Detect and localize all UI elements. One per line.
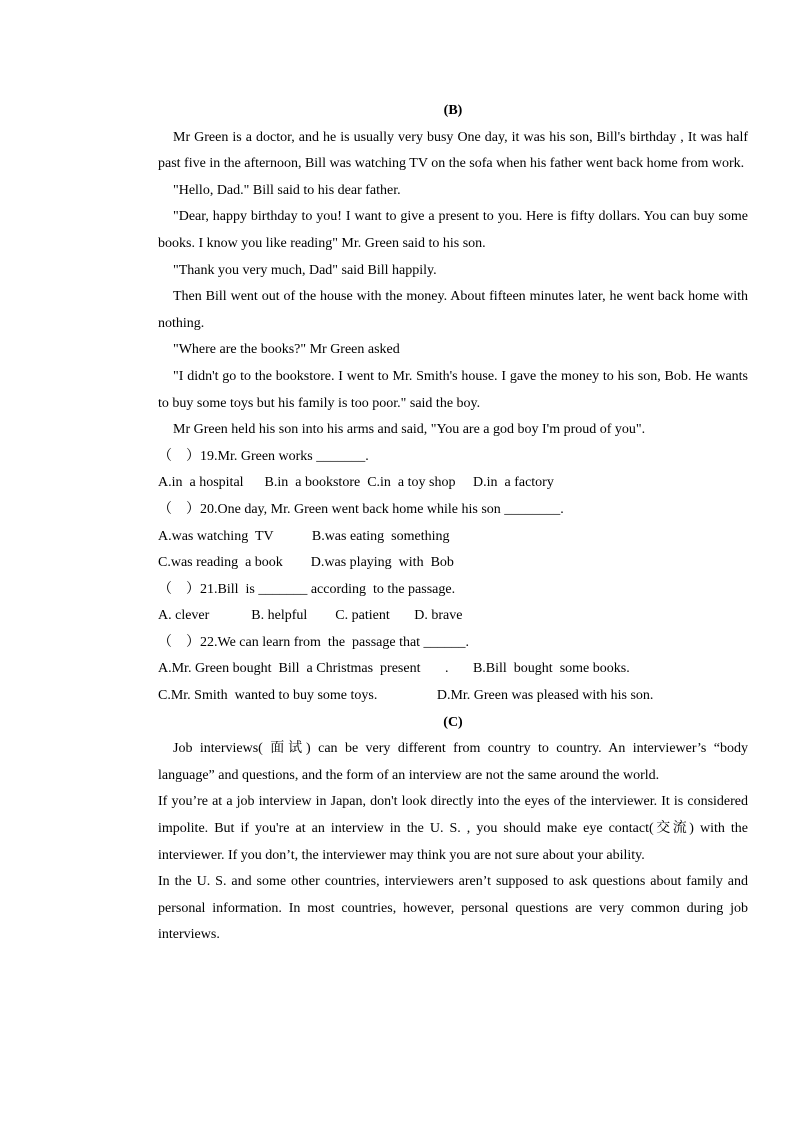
- passage-b-paragraph: Then Bill went out of the house with the money. About fifteen minutes later, he went back home with nothing.: [158, 289, 748, 331]
- passage-b-paragraph: "I didn't go to the bookstore. I went to Mr. Smith's house. I gave the money to his son, Bob. He wants to buy some toys but his family is too poor." said the boy.: [158, 368, 748, 411]
- passage-b-paragraph: Mr Green held his son into his arms and said, "You are a god boy I'm proud of you".: [173, 422, 646, 438]
- document-page: [158, 98, 748, 949]
- question-19-stem: （ ）19.Mr. Green works _______.: [158, 448, 369, 464]
- question-19-options: A.in a hospital B.in a bookstore C.in a toy shop D.in a factory: [158, 475, 554, 491]
- passage-b-paragraph: "Hello, Dad." Bill said to his dear father.: [173, 182, 401, 198]
- section-b-title: (B): [443, 103, 463, 118]
- question-22-options-row-2: C.Mr. Smith wanted to buy some toys. D.Mr. Green was pleased with his son.: [158, 688, 654, 704]
- passage-b-paragraph: "Thank you very much, Dad" said Bill happily.: [173, 262, 437, 278]
- passage-c-paragraph: If you’re at a job interview in Japan, don't look directly into the eyes of the interviewer. It is considered impolite. But if you're at an interview in the U. S. , you should make eye contact(交流) with the interviewer. If you don’t, the interviewer may think you are not sure about your ability.: [158, 794, 748, 863]
- passage-b-paragraph: Mr Green is a doctor, and he is usually very busy One day, it was his son, Bill's birthday , It was half past five in the afternoon, Bill was watching TV on the sofa when his father went back home from work.: [158, 129, 748, 172]
- question-20-stem: （ ）20.One day, Mr. Green went back home while his son ________.: [158, 501, 564, 517]
- question-21-options: A. clever B. helpful C. patient D. brave: [158, 608, 463, 624]
- passage-b-paragraph: "Where are the books?" Mr Green asked: [173, 342, 400, 358]
- passage-b-paragraph: "Dear, happy birthday to you! I want to give a present to you. Here is fifty dollars. You can buy some books. I know you like reading" Mr. Green said to his son.: [158, 209, 748, 251]
- question-20-options-row-2: C.was reading a book D.was playing with Bob: [158, 555, 454, 571]
- question-21-stem: （ ）21.Bill is _______ according to the passage.: [158, 581, 456, 597]
- section-c-title: (C): [443, 714, 463, 730]
- passage-c-paragraph: In the U. S. and some other countries, interviewers aren’t supposed to ask questions about family and personal information. In most countries, however, personal questions are very common during job interviews.: [158, 874, 748, 943]
- passage-c-paragraph: Job interviews( 面试) can be very different from country to country. An interviewer’s “body language” and questions, and the form of an interview are not the same around the world.: [158, 741, 748, 783]
- question-20-options-row-1: A.was watching TV B.was eating something: [158, 528, 450, 544]
- question-22-stem: （ ）22.We can learn from the passage that ______.: [158, 634, 470, 650]
- question-22-options-row-1: A.Mr. Green bought Bill a Christmas present . B.Bill bought some books.: [158, 661, 630, 677]
